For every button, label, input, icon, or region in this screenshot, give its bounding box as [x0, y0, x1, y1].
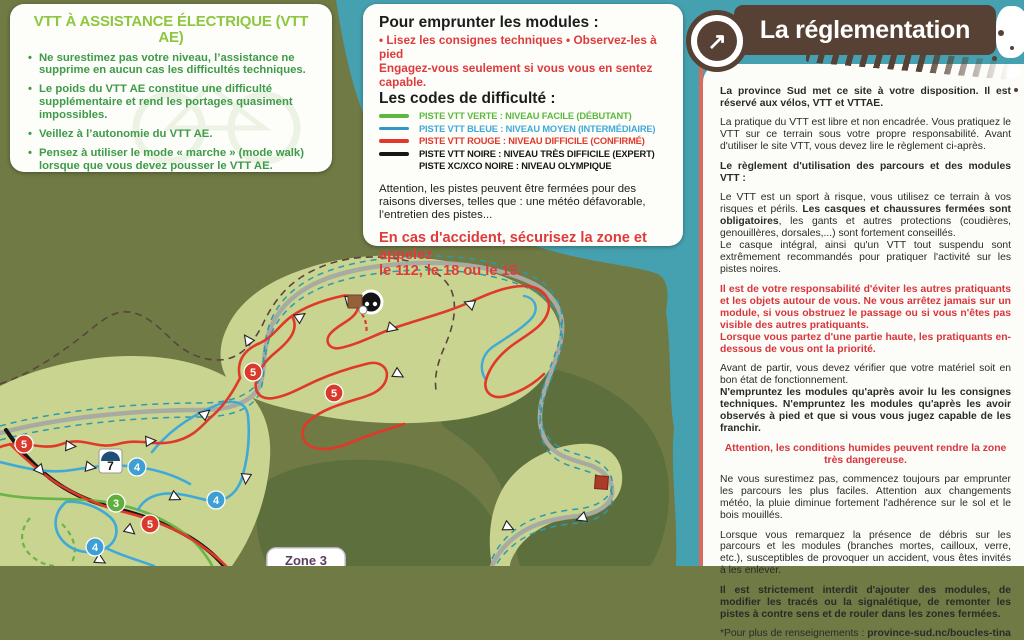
website-url: province-sud.nc/boucles-tina	[867, 628, 1011, 640]
code-row-xc	[379, 160, 669, 173]
code-label: PISTE VTT ROUGE : NIVEAU DIFFICILE (CONFIRMÉ)	[419, 136, 645, 147]
black-trail-dash-icon	[379, 152, 409, 156]
arrow-up-right-icon: ↗	[707, 27, 727, 54]
reg-paragraph: Lorsque vous remarquez la présence de débris sur les parcours et les modules (branches mortes, cailloux, verre, etc.), susceptibles de provoquer un accident, vous êtes invités à les enlever.	[720, 529, 1011, 577]
vtt-ae-bullet-list	[24, 52, 318, 173]
reg-humidity-warning: Attention, les conditions humides peuvent rendre la zone très dangereuse.	[724, 442, 1007, 466]
vtt-ae-bullet: • Pensez à utiliser le mode « marche » (mode walk) lorsque que vous devez pousser le VTT AE.	[28, 147, 318, 173]
reglementation-header	[734, 5, 996, 55]
red-hut-icon	[595, 476, 609, 490]
code-label: PISTE VTT NOIRE : NIVEAU TRÈS DIFFICILE (EXPERT)	[419, 148, 655, 159]
code-row-blue	[379, 122, 669, 135]
reg-section-heading: Le règlement d'utilisation des parcours et des modules VTT :	[720, 160, 1011, 184]
reglementation-panel	[703, 64, 1024, 640]
code-label: PISTE XC/XCO NOIRE : NIVEAU OLYMPIQUE	[419, 161, 612, 172]
badge-red-5	[15, 435, 33, 453]
svg-text:7: 7	[107, 459, 114, 473]
modules-warning-line1: • Lisez les consignes techniques • Observez-les à pied	[379, 33, 657, 61]
code-row-black	[379, 147, 669, 160]
code-row-green	[379, 110, 669, 123]
svg-text:5: 5	[249, 367, 257, 379]
green-trail-dash-icon	[379, 114, 409, 118]
modules-info-box	[363, 4, 683, 279]
svg-text:4: 4	[212, 495, 220, 507]
vtt-ae-bullet: • Ne surestimez pas votre niveau, l’assistance ne supprime en aucun cas les difficultés techniques.	[28, 52, 318, 78]
modules-title: Pour emprunter les modules :	[379, 14, 599, 31]
reg-paragraph: La province Sud met ce site à votre disposition. Il est réservé aux vélos, VTT et VTTAE.	[720, 86, 1011, 109]
reg-paragraph: Ne vous surestimez pas, commencez toujours par emprunter les parcours les plus faciles. Attention aux changements météo, la pluie diminue fortement l'adhérence sur le sol et le bois mouillés.	[720, 474, 1011, 522]
code-label: PISTE VTT BLEUE : NIVEAU MOYEN (INTERMÉDIAIRE)	[419, 123, 656, 134]
badge-blue-4	[128, 458, 146, 476]
svg-text:3: 3	[112, 498, 120, 510]
vtt-ae-info-box	[10, 4, 332, 172]
svg-text:4: 4	[91, 542, 99, 554]
svg-text:5: 5	[20, 439, 28, 451]
reg-paragraph: Avant de partir, vous devez vérifier que votre matériel soit en bon état de fonctionnement. N'empruntez les modules qu'après avoir lu les consignes techniques. N'empruntez les modules qu'après les avoir observés à pied et que si vous vous jugez capable de les franchir.	[720, 363, 1011, 435]
svg-text:Zone 3: Zone 3	[285, 553, 327, 566]
badge-blue-4	[207, 491, 225, 509]
badge-red-5	[325, 384, 343, 402]
picnic-table-icon	[348, 295, 362, 308]
module-marker-7	[99, 449, 122, 473]
code-label: PISTE VTT VERTE : NIVEAU FACILE (DÉBUTANT)	[419, 110, 632, 121]
zone-label	[267, 548, 345, 566]
code-row-red	[379, 135, 669, 148]
reglementation-title: La réglementation	[759, 15, 971, 44]
badge-red-5	[244, 363, 262, 381]
reg-prohibition-paragraph: Il est strictement interdit d'ajouter des modules, de modifier les tracés ou la signalétique, de remonter les pistes à contre sens et de rouler dans les zones fermées.	[720, 584, 1011, 620]
svg-text:5: 5	[146, 519, 154, 531]
brown-speck	[998, 30, 1004, 36]
svg-text:5: 5	[330, 388, 338, 400]
brown-speck	[1014, 88, 1018, 92]
small-white-marker	[359, 306, 367, 314]
vtt-ae-title: VTT À ASSISTANCE ÉLECTRIQUE (VTT AE)	[33, 13, 309, 46]
difficulty-codes-title: Les codes de difficulté :	[379, 89, 556, 107]
blue-trail-dash-icon	[379, 127, 409, 131]
no-dash-spacer	[379, 165, 409, 169]
arrow-circle-badge	[686, 10, 748, 72]
vtt-ae-bullet: • Le poids du VTT AE constitue une difficulté supplémentaire et rend les portages quasiment impossibles.	[28, 83, 318, 122]
svg-text:4: 4	[133, 462, 141, 474]
red-trail-dash-icon	[379, 139, 409, 143]
reg-paragraph: La pratique du VTT est libre et non encadrée. Vous pratiquez le VTT sur ce terrain sous votre propre responsabilité. Avant d'utiliser le site VTT, vous devez lire le règlement ci-après.	[720, 117, 1011, 153]
arrow-circle-inner	[697, 21, 737, 61]
reg-footer-link: *Pour plus de renseignements : province-sud.nc/boucles-tina	[720, 628, 1011, 640]
badge-green-3	[107, 494, 125, 512]
brown-speck	[1010, 46, 1014, 50]
emergency-instruction: En cas d'accident, sécurisez la zone et appelez le 112, le 18 ou le 15.	[379, 230, 647, 279]
badge-red-5	[141, 515, 159, 533]
reg-warning-paragraph: Il est de votre responsabilité d'éviter les autres pratiquants et les objets autour de vous. Ne vous arrêtez jamais sur un module, si vous obstruez le passage ou si vous n'êtes pas visible des autres pratiquants. Lorsque vous partez d'une partie haute, les pratiquants en-dessous de vous ont la priorité.	[720, 283, 1011, 355]
badge-blue-4	[86, 538, 104, 556]
vtt-ae-bullet: • Veillez à l’autonomie du VTT AE.	[28, 128, 318, 141]
closure-note: Attention, les pistes peuvent être fermées pour des raisons diverses, telles que : une météo défavorable, l’entretien des pistes...	[379, 182, 646, 222]
modules-warning-line2: Engagez-vous seulement si vous vous en sentez capable.	[379, 60, 653, 89]
reg-paragraph: Le VTT est un sport à risque, vous utilisez ce terrain à vos risques et périls. Les casques et chaussures fermées sont obligatoires, les gants et autres protections (coudières, genouillères, dorsales,...) sont fortement conseillés. Le casque intégral, ainsi qu'un VTT tout suspendu sont extrêmement recommandés pour pratiquer l'activité sur les pistes noires.	[720, 192, 1011, 276]
